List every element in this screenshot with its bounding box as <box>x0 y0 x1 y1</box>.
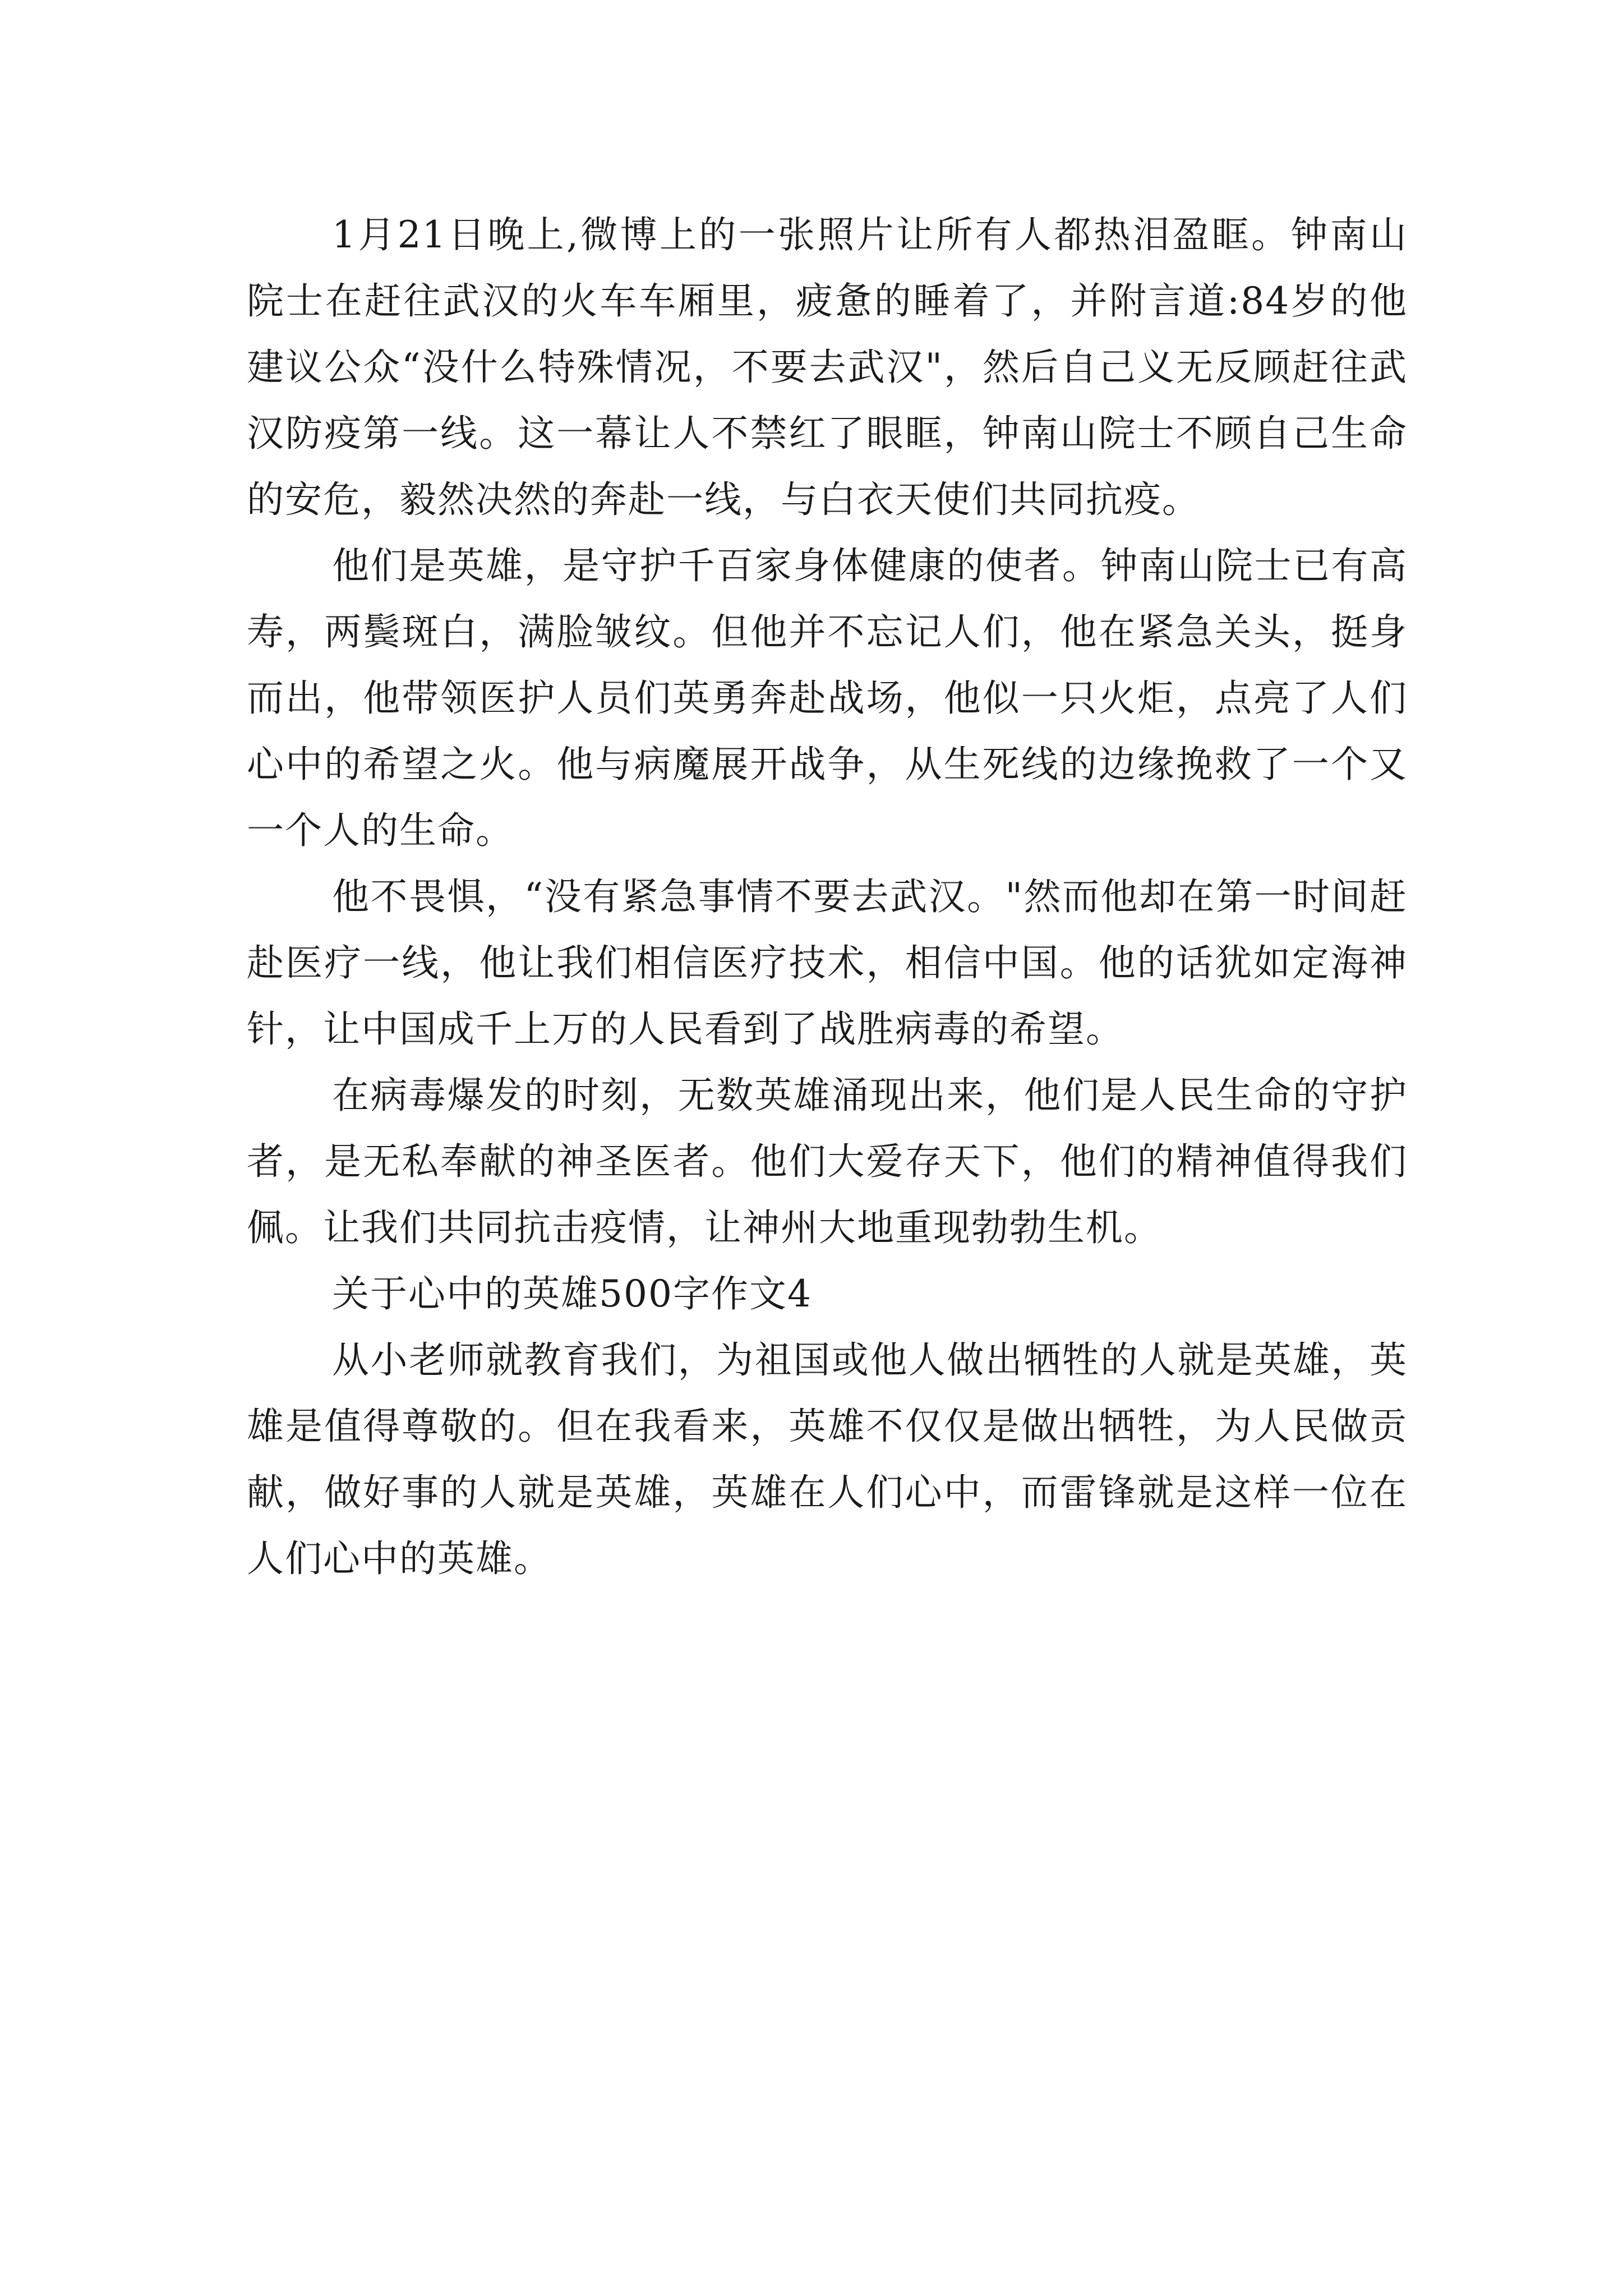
paragraph-2: 他们是英雄，是守护千百家身体健康的使者。钟南山院士已有高寿，两鬓斑白，满脸皱纹。但他并不忘记人们，他在紧急关头，挺身而出，他带领医护人员们英勇奔赴战场，他似一只火炬，点亮了人们心中的希望之火。他与病魔展开战争，从生死线的边缘挽救了一个又一个人的生命。 <box>247 544 1408 852</box>
paragraph-5: 从小老师就教育我们，为祖国或他人做出牺牲的人就是英雄，英雄是值得尊敬的。但在我看来，英雄不仅仅是做出牺牲，为人民做贡献，做好事的人就是英雄，英雄在人们心中，而雷锋就是这样一位在人们心中的英雄。 <box>247 1338 1408 1580</box>
paragraph-4: 在病毒爆发的时刻，无数英雄涌现出来，他们是人民生命的守护者，是无私奉献的神圣医者。他们大爱存天下，他们的精神值得我们佩。让我们共同抗击疫情，让神州大地重现勃勃生机。 <box>247 1074 1408 1249</box>
document-body <box>247 202 1408 1592</box>
paragraph-3: 他不畏惧，“没有紧急事情不要去武汉。"然而他却在第一时间赶赴医疗一线，他让我们相信医疗技术，相信中国。他的话犹如定海神针，让中国成千上万的人民看到了战胜病毒的希望。 <box>247 875 1408 1051</box>
section-heading: 关于心中的英雄500字作文4 <box>332 1272 812 1315</box>
paragraph-1: 1月21日晚上,微博上的一张照片让所有人都热泪盈眶。钟南山院士在赶往武汉的火车车厢里，疲惫的睡着了，并附言道:84岁的他建议公众“没什么特殊情况，不要去武汉"，然后自己义无反顾赶往武汉防疫第一线。这一幕让人不禁红了眼眶，钟南山院士不顾自己生命的安危，毅然决然的奔赴一线，与白衣天使们共同抗疫。 <box>247 213 1408 521</box>
